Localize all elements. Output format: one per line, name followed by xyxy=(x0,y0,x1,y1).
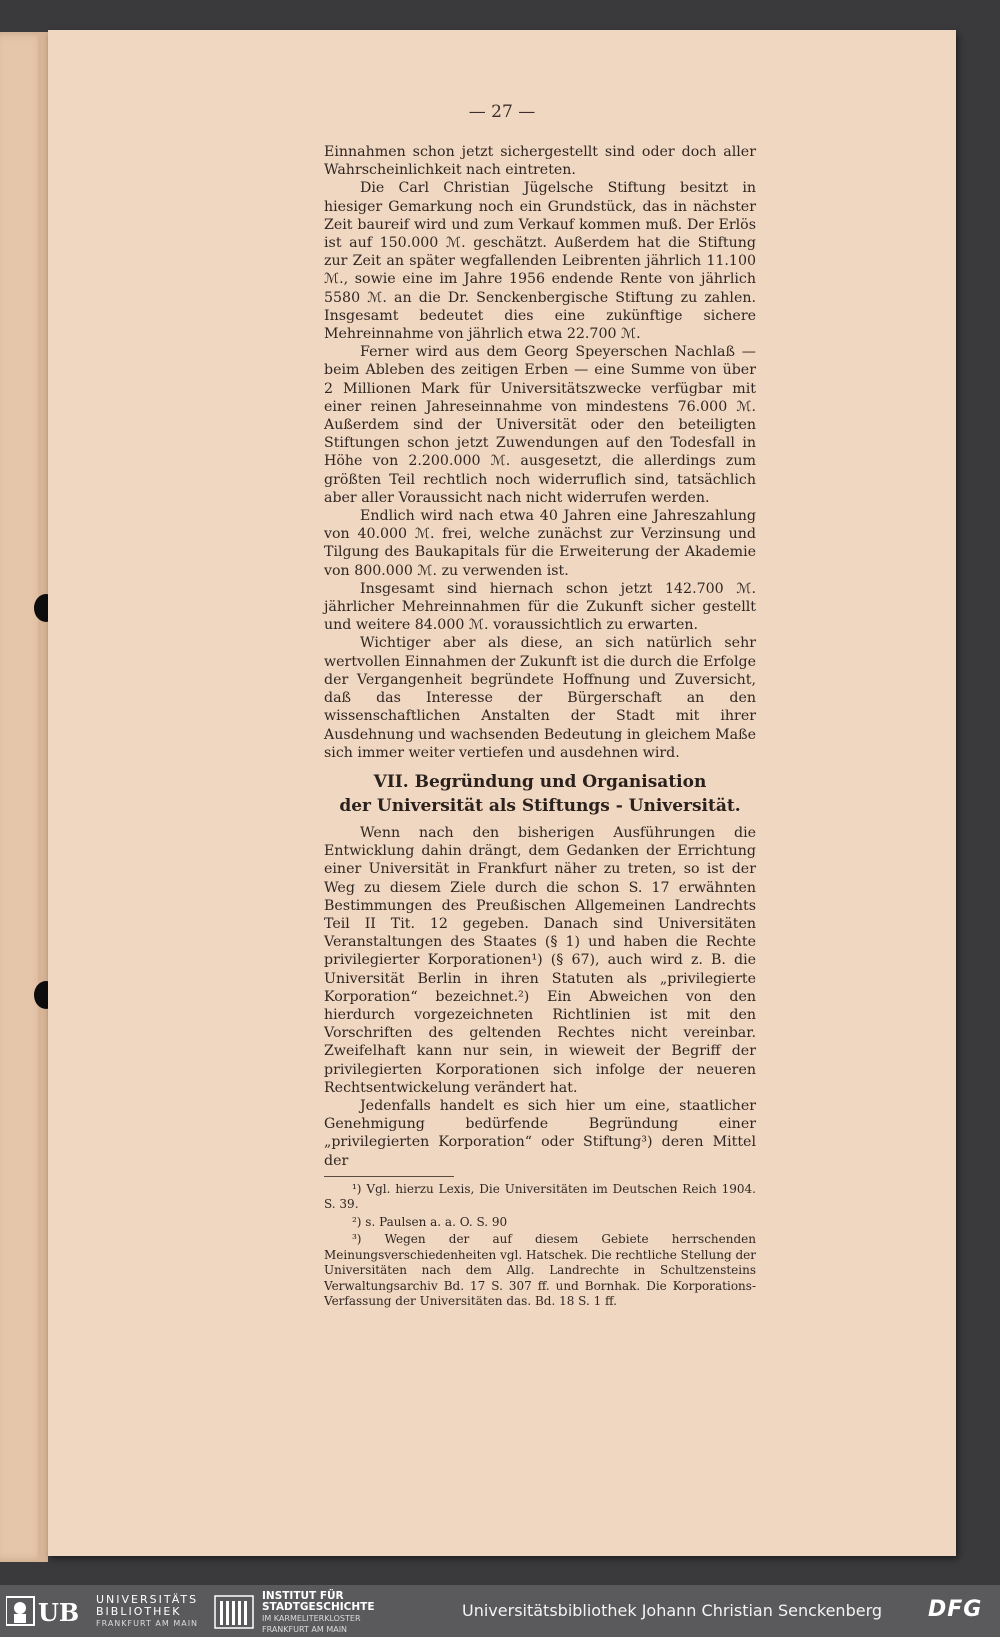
institute-name xyxy=(262,1591,375,1635)
footnotes xyxy=(324,1182,756,1310)
institute-logo-icon[interactable] xyxy=(214,1595,254,1629)
paragraph: Endlich wird nach etwa 40 Jahren eine Jahreszahlung von 40.000 ℳ. frei, welche zunächst zur Verzinsung und Tilgung des Baukapitals für die Erweiterung der Akademie von 800.000 ℳ. zu verwenden ist. xyxy=(324,508,756,579)
paragraph: Die Carl Christian Jügelsche Stiftung besitzt in hiesiger Gemarkung noch ein Grundstück, das in nächster Zeit baureif wird und zum Verkauf kommen muß. Der Erlös ist auf 150.000 ℳ. geschätzt. Außerdem hat die Stiftung zur Zeit an später wegfallenden Leibrenten jährlich 11.100 ℳ., sowie eine im Jahre 1956 endende Rente von jährlich 5580 ℳ. an die Dr. Senckenbergische Stiftung zu zahlen. Insgesamt bedeutet dies eine zukünftige sichere Mehreinnahme von jährlich etwa 22.700 ℳ. xyxy=(324,180,756,343)
institute-line: IM KARMELITERKLOSTER xyxy=(262,1614,361,1623)
dfg-logo[interactable]: DFG xyxy=(928,1597,983,1622)
institute-line: STADTGESCHICHTE xyxy=(262,1601,375,1613)
library-name-link[interactable]: Universitätsbibliothek Johann Christian Senckenberg xyxy=(462,1601,883,1620)
paragraph: Ferner wird aus dem Georg Speyerschen Nachlaß — beim Ableben des zeitigen Erben — eine Summe von über 2 Millionen Mark für Universitätszwecke verfügbar mit einer reinen Jahreseinnahme von mindestens 76.000 ℳ. Außerdem sind der Universität oder den beteiligten Stiftungen schon jetzt Zuwendungen auf den Todesfall in Höhe von 2.200.000 ℳ. ausgesetzt, die allerdings zum größten Teil rechtlich noch widerruflich sind, tatsächlich aber aller Voraussicht nach nicht widerrufen werden. xyxy=(324,344,756,506)
paragraph: Insgesamt sind hiernach schon jetzt 142.700 ℳ. jährlicher Mehreinnahmen für die Zukunft sicher gestellt und weitere 84.000 ℳ. voraussichtlich zu erwarten. xyxy=(324,580,756,634)
footnote: ²) s. Paulsen a. a. O. S. 90 xyxy=(352,1214,508,1229)
ub-logo-text: UB xyxy=(38,1598,80,1627)
footnote: ¹) Vgl. hierzu Lexis, Die Universitäten im Deutschen Reich 1904. S. 39. xyxy=(324,1181,756,1212)
ub-library-name xyxy=(96,1594,198,1630)
footnote: ³) Wegen der auf diesem Gebiete herrschenden Meinungsverschiedenheiten vgl. Hatschek. Die rechtliche Stellung der Universitäten nach dem Allg. Landrechte in Schultzensteins Verwaltungsarchiv Bd. 17 S. 307 ff. und Bornhak. Die Korporations-Verfassung der Universitäten das. Bd. 18 S. 1 ff. xyxy=(324,1232,756,1309)
document-page xyxy=(48,30,956,1556)
section-heading xyxy=(324,770,756,818)
section-heading-line: VII. Begründung und Organisation xyxy=(373,771,707,792)
paragraph: Wichtiger aber als diese, an sich natürlich sehr wertvollen Einnahmen der Zukunft ist die durch die Erfolge der Vergangenheit begründete Hoffnung und Zuversicht, daß das Interesse der Bürgerschaft an den wissenschaftlichen Anstalten der Stadt mit ihrer Ausdehnung und wachsenden Bedeutung in gleichem Maße sich immer weiter vertiefen und ausdehnen wird. xyxy=(324,635,756,761)
footer-bar xyxy=(0,1585,1000,1637)
page-gutter xyxy=(38,32,48,1562)
section-heading-line: der Universität als Stiftungs - Universität. xyxy=(339,795,741,816)
institute-line: FRANKFURT AM MAIN xyxy=(262,1625,348,1634)
ub-library-logo-icon[interactable] xyxy=(6,1595,94,1627)
ub-line: UNIVERSITÄTS xyxy=(96,1593,199,1606)
ub-line: FRANKFURT AM MAIN xyxy=(96,1619,199,1628)
ub-line: BIBLIOTHEK xyxy=(96,1605,182,1618)
paragraph: Jedenfalls handelt es sich hier um eine, staatlicher Genehmigung bedürfende Begründung einer „privilegierten Korporation“ oder Stiftung³) deren Mittel der xyxy=(324,1097,756,1169)
text-column xyxy=(324,143,756,1312)
page-number: — 27 — xyxy=(468,102,536,122)
paragraph: Wenn nach den bisherigen Ausführungen die Entwicklung dahin drängt, dem Gedanken der Errichtung einer Universität in Frankfurt näher zu treten, so ist der Weg zu diesem Ziele durch die schon S. 17 erwähnten Bestimmungen des Preußischen Allgemeinen Landrechts Teil II Tit. 12 gegeben. Danach sind Universitäten Veranstaltungen des Staates (§ 1) und haben die Rechte privilegierter Korporationen¹) (§ 67), auch wird z. B. die Universität Berlin in ihren Statuten als „privilegierte Korporation“ bezeichnet.²) Ein Abweichen von den hierdurch vorgezeichneten Richtlinien ist mit den Vorschriften des geltenden Rechtes nicht vereinbar. Zweifelhaft kann nur sein, in wieweit der Begriff der privilegierten Korporationen sich infolge der neueren Rechtsentwickelung verändert hat. xyxy=(324,824,756,1096)
footnote-divider xyxy=(324,1176,454,1177)
institute-line: INSTITUT FÜR xyxy=(262,1590,344,1602)
paragraph: Einnahmen schon jetzt sichergestellt sind oder doch aller Wahrscheinlichkeit nach eintreten. xyxy=(324,144,756,179)
